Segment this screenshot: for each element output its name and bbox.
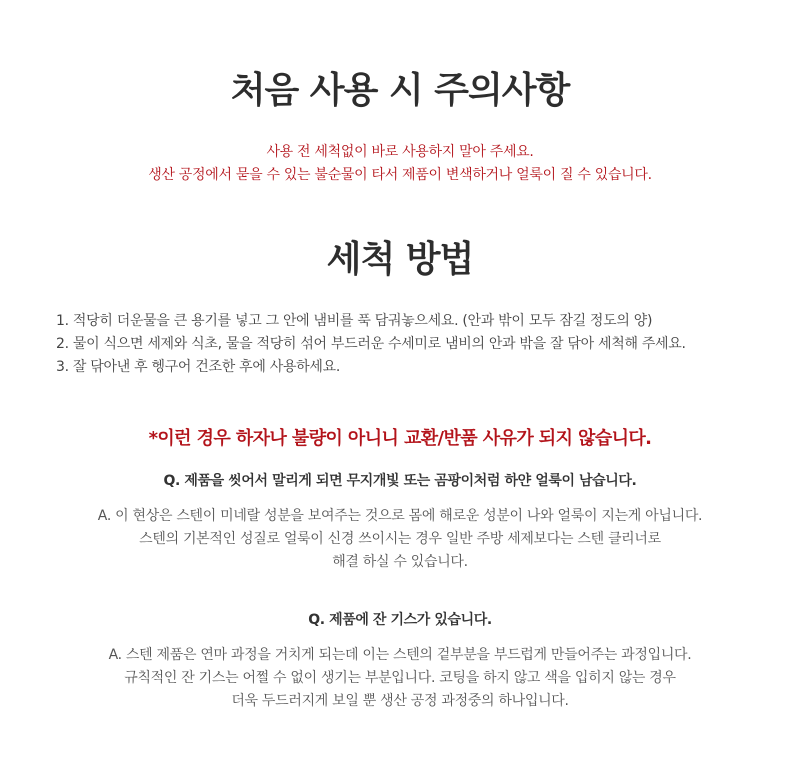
cleaning-step: 1. 적당히 더운물을 큰 용기를 넣고 그 안에 냄비를 푹 담궈놓으세요. (안과 밖이 모두 잠길 정도의 양)	[56, 313, 653, 329]
faq-answer	[0, 644, 800, 713]
first-use-warning	[0, 141, 800, 187]
cleaning-title: 세척 방법	[326, 239, 474, 280]
answer-line: 해결 하실 수 있습니다.	[332, 554, 468, 570]
answer-line: 규칙적인 잔 기스는 어쩔 수 없이 생기는 부분입니다. 코팅을 하지 않고 색을 입히지 않는 경우	[124, 670, 676, 686]
cleaning-step: 2. 물이 식으면 세제와 식초, 물을 적당히 섞어 부드러운 수세미로 냄비의 안과 밖을 잘 닦아 세척해 주세요.	[56, 336, 686, 352]
warning-line: 사용 전 세척없이 바로 사용하지 말아 주세요.	[266, 144, 534, 160]
exchange-notice: *이런 경우 하자나 불량이 아니니 교환/반품 사유가 되지 않습니다.	[148, 428, 652, 449]
answer-line: A. 이 현상은 스텐이 미네랄 성분을 보여주는 것으로 몸에 해로운 성분이 나와 얼룩이 지는게 아닙니다.	[97, 508, 703, 524]
answer-line: A. 스텐 제품은 연마 과정을 거치게 되는데 이는 스텐의 겉부분을 부드럽게 만들어주는 과정입니다.	[108, 647, 692, 663]
answer-line: 더욱 두드러지게 보일 뿐 생산 공정 과정중의 하나입니다.	[231, 693, 569, 709]
cleaning-steps-list	[0, 310, 800, 379]
cleaning-step: 3. 잘 닦아낸 후 헹구어 건조한 후에 사용하세요.	[56, 359, 340, 375]
faq-answer	[0, 505, 800, 574]
faq-question: Q. 제품에 잔 기스가 있습니다.	[308, 612, 492, 628]
first-use-title: 처음 사용 시 주의사항	[230, 70, 570, 111]
warning-line: 생산 공정에서 묻을 수 있는 불순물이 타서 제품이 변색하거나 얼룩이 질 수 있습니다.	[148, 167, 652, 183]
answer-line: 스텐의 기본적인 성질로 얼룩이 신경 쓰이시는 경우 일반 주방 세제보다는 스텐 클리너로	[139, 531, 661, 547]
faq-question: Q. 제품을 씻어서 말리게 되면 무지개빛 또는 곰팡이처럼 하얀 얼룩이 남습니다.	[163, 473, 637, 489]
